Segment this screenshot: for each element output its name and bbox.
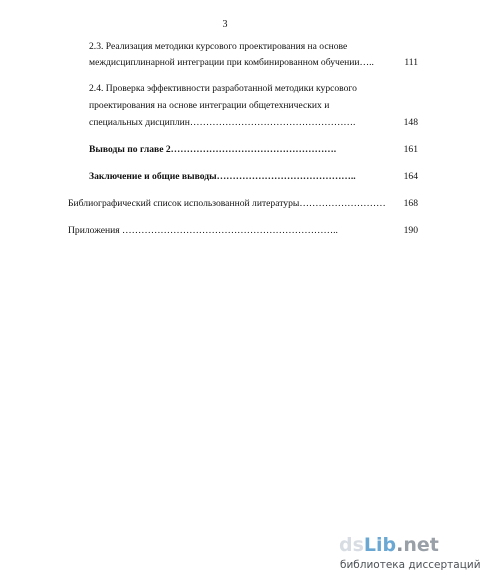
page-number: 3 [222,19,228,30]
toc-entry-final-conclusion: Заключение и общие выводы…………………………………….. [89,171,356,182]
toc-entry-bibliography: Библиографический список использованной литературы……………………… [68,198,386,209]
toc-entry-final-conclusion-page: 164 [403,171,418,182]
toc-entry-2-3-line-2: междисциплинарной интеграции при комбинированном обучении….. [89,57,374,68]
toc-entry-appendices: Приложения ………………………………………………………….. [68,225,338,236]
toc-entry-bibliography-page: 168 [403,198,418,209]
dslib-caption: библиотека диссертаций [340,559,481,571]
toc-entry-2-4-line-3: специальных дисциплин……………………………………………. [89,117,356,128]
toc-entry-2-3-page: 111 [404,57,418,68]
toc-entry-2-4-line-1: 2.4. Проверка эффективности разработанной методики курсового [89,83,357,94]
toc-entry-2-4-line-2: проектирования на основе интеграции общетехнических и [89,100,330,111]
toc-entry-appendices-page: 190 [403,225,418,236]
dslib-watermark [339,534,481,575]
toc-entry-conclusions-ch2: Выводы по главе 2……………………………………………. [89,144,337,155]
dslib-logo: dsLib.net [339,534,439,556]
toc-entry-2-3-line-1: 2.3. Реализация методики курсового проектирования на основе [89,41,348,52]
toc-entry-conclusions-ch2-page: 161 [403,144,418,155]
toc-entry-2-4-page: 148 [403,117,418,128]
